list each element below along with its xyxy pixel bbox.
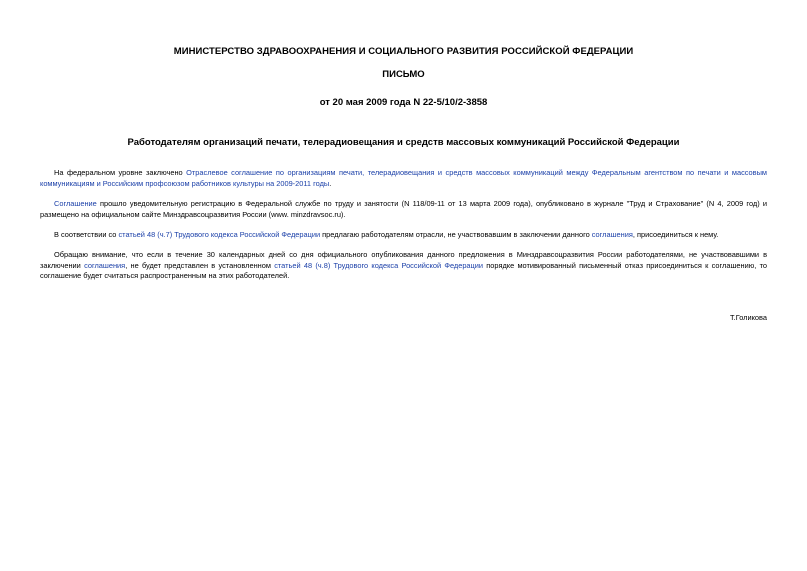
- paragraph-text: , присоединиться к нему.: [632, 230, 719, 239]
- labor-code-article-48-part-7-link[interactable]: статьей 48 (ч.7) Трудового кодекса Российской Федерации: [118, 230, 321, 239]
- labor-code-article-48-part-8-link[interactable]: статьей 48 (ч.8) Трудового кодекса Российской Федерации: [274, 260, 484, 270]
- document-type-heading: ПИСЬМО: [382, 69, 425, 80]
- paragraph-text: Обращаю внимание, что если в течение 30 календарных дней со дня официального опубликования данного предложения в Минздравсоцразвития России работодателями, не участвовавшими в заключении: [40, 250, 767, 270]
- paragraph-text: предлагаю работодателям отрасли, не участвовавшим в заключении данного: [320, 230, 592, 239]
- paragraph-1: [40, 168, 767, 189]
- agreement-link[interactable]: Соглашение: [54, 199, 97, 208]
- paragraph-2: [40, 199, 767, 220]
- paragraph-text: , не будет представлен в установленном: [125, 260, 275, 270]
- agreement-link[interactable]: Отраслевое соглашение по организациям печати, телерадиовещания и средств массовых коммуникаций между Федеральным агентством по печати и массовым коммуникациям и Российским профсоюзом работников культуры на 2009-2011 годы: [40, 168, 767, 188]
- agreement-link[interactable]: соглашения: [591, 230, 633, 239]
- paragraph-text: порядке мотивированный письменный отказ присоединиться к соглашению, то соглашение будет считаться распространенным на этих работодателей.: [40, 260, 767, 281]
- document-date-number: от 20 мая 2009 года N 22-5/10/2-3858: [319, 97, 488, 108]
- paragraph-text: На федеральном уровне заключено: [54, 168, 187, 177]
- paragraph-text: прошло уведомительную регистрацию в Федеральной службе по труду и занятости (N 118/09-11 от 13 марта 2009 года), опубликовано в журнале "Труд и Страхование" (N 4, 2009 год) и размещено на официальном сайте Минздравсоцразвития России (www. minzdravsoc.ru).: [40, 199, 767, 219]
- agreement-link[interactable]: соглашения: [84, 260, 126, 270]
- addressee-heading: Работодателям организаций печати, телерадиовещания и средств массовых коммуникаций Российской Федерации: [127, 137, 680, 148]
- paragraph-text: В соответствии со: [54, 230, 119, 239]
- paragraph-3: [40, 230, 767, 241]
- ministry-heading: МИНИСТЕРСТВО ЗДРАВООХРАНЕНИЯ И СОЦИАЛЬНОГО РАЗВИТИЯ РОССИЙСКОЙ ФЕДЕРАЦИИ: [173, 46, 634, 57]
- paragraph-text: .: [329, 178, 332, 188]
- paragraph-4: [40, 250, 767, 282]
- signature: Т.Голикова: [729, 313, 767, 322]
